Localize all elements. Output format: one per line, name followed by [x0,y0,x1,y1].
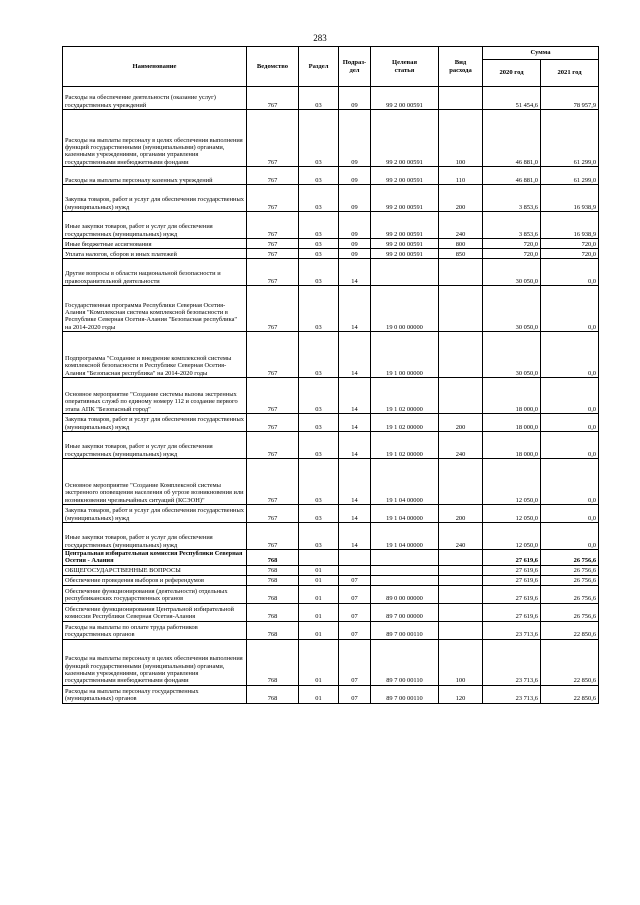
row-expense-type [439,565,483,575]
row-department: 768 [247,685,299,703]
row-department: 767 [247,110,299,167]
table-row [63,621,599,639]
row-expense-type [439,585,483,603]
row-sum-2021: 16 938,9 [541,185,599,212]
row-section: 01 [299,685,339,703]
row-sum-2021: 0,0 [541,414,599,432]
table-row [63,639,599,685]
page-number: 283 [313,33,327,43]
row-sum-2021: 0,0 [541,378,599,414]
row-target: 99 2 00 00591 [371,185,439,212]
row-expense-type: 200 [439,185,483,212]
row-section: 03 [299,432,339,459]
row-sum-2020: 720,0 [483,249,541,259]
row-name: Иные закупки товаров, работ и услуг для обеспечения государственных (муниципальных) нужд [63,432,247,459]
row-subsection: 14 [339,332,371,378]
row-sum-2021: 61 299,0 [541,110,599,167]
row-section: 03 [299,259,339,286]
table-body [63,87,599,704]
row-department: 767 [247,432,299,459]
table-row [63,167,599,185]
table-row [63,505,599,523]
row-name: Другие вопросы в области национальной безопасности и правоохранительной деятельности [63,259,247,286]
row-target: 89 7 00 00000 [371,603,439,621]
row-sum-2020: 18 000,0 [483,378,541,414]
row-section: 03 [299,185,339,212]
row-sum-2021: 26 756,6 [541,550,599,566]
row-sum-2021: 0,0 [541,432,599,459]
row-target: 89 0 00 00000 [371,585,439,603]
row-name: Основное мероприятие "Создание системы вызова экстренных оперативных служб по единому номеру 112 и создание первого этапа АПК "Безопасный город" [63,378,247,414]
row-department: 768 [247,565,299,575]
row-name: Иные закупки товаров, работ и услуг для обеспечения государственных (муниципальных) нужд [63,212,247,239]
row-name: Закупка товаров, работ и услуг для обеспечения государственных (муниципальных) нужд [63,185,247,212]
row-section: 03 [299,523,339,550]
row-section: 03 [299,87,339,110]
row-sum-2021: 26 756,6 [541,575,599,585]
row-subsection: 09 [339,110,371,167]
row-expense-type [439,332,483,378]
row-sum-2020: 12 050,0 [483,459,541,505]
row-department: 767 [247,259,299,286]
row-target: 19 1 00 00000 [371,332,439,378]
row-expense-type: 100 [439,639,483,685]
row-target: 19 1 04 00000 [371,523,439,550]
row-target [371,259,439,286]
row-sum-2020: 51 454,6 [483,87,541,110]
header-target: Целевая статья [371,47,439,87]
row-section: 01 [299,575,339,585]
row-sum-2020: 30 050,0 [483,332,541,378]
row-subsection: 09 [339,249,371,259]
row-subsection: 14 [339,459,371,505]
row-sum-2021: 0,0 [541,286,599,332]
row-section: 01 [299,565,339,575]
row-sum-2020: 12 050,0 [483,523,541,550]
table-row [63,550,599,566]
row-expense-type: 120 [439,685,483,703]
row-name: Расходы на выплаты по оплате труда работников государственных органов [63,621,247,639]
row-target: 19 0 00 00000 [371,286,439,332]
row-name: Закупка товаров, работ и услуг для обеспечения государственных (муниципальных) нужд [63,505,247,523]
header-sum: Сумма [483,47,599,60]
row-target: 99 2 00 00591 [371,167,439,185]
row-subsection: 14 [339,378,371,414]
row-department: 767 [247,414,299,432]
table-row [63,249,599,259]
row-subsection [339,550,371,566]
row-expense-type: 200 [439,414,483,432]
row-expense-type [439,286,483,332]
row-subsection: 07 [339,685,371,703]
row-name: Центральная избирательная комиссия Республики Северная Осетия - Алания [63,550,247,566]
row-subsection: 07 [339,639,371,685]
row-sum-2020: 23 713,6 [483,639,541,685]
row-sum-2020: 18 000,0 [483,414,541,432]
row-subsection: 09 [339,87,371,110]
row-name: Основное мероприятие "Создание Комплексной системы экстренного оповещения населения об угрозе возникновения или возникновении чрезвычайных ситуаций (КСЭОН)" [63,459,247,505]
row-target [371,550,439,566]
table-row [63,239,599,249]
row-name: Расходы на обеспечение деятельности (оказание услуг) государственных учреждений [63,87,247,110]
table-row [63,378,599,414]
row-target [371,575,439,585]
row-sum-2021: 720,0 [541,239,599,249]
table-row [63,585,599,603]
table-row [63,212,599,239]
row-expense-type: 240 [439,432,483,459]
row-department: 767 [247,212,299,239]
row-sum-2021: 720,0 [541,249,599,259]
row-target: 19 1 04 00000 [371,505,439,523]
row-sum-2021: 0,0 [541,332,599,378]
row-expense-type [439,575,483,585]
row-expense-type [439,87,483,110]
row-subsection [339,565,371,575]
row-expense-type: 800 [439,239,483,249]
row-section: 03 [299,505,339,523]
row-expense-type: 240 [439,212,483,239]
row-sum-2020: 30 050,0 [483,286,541,332]
row-department: 768 [247,639,299,685]
row-section: 03 [299,110,339,167]
row-sum-2020: 12 050,0 [483,505,541,523]
table-row [63,185,599,212]
table-row [63,459,599,505]
row-name: Расходы на выплаты персоналу государственных (муниципальных) органов [63,685,247,703]
table-row [63,87,599,110]
row-section: 03 [299,459,339,505]
row-target: 99 2 00 00591 [371,249,439,259]
row-expense-type [439,459,483,505]
row-name: Обеспечение функционирования (деятельности) отдельных республиканских государственных органов [63,585,247,603]
row-name: Подпрограмма "Создание и внедрение комплексной системы комплексной безопасности в Республике Северная Осетия-Алания "Безопасная республика" на 2014-2020 годы [63,332,247,378]
row-department: 768 [247,585,299,603]
row-target: 99 2 00 00591 [371,239,439,249]
header-2020: 2020 год [483,60,541,87]
row-target: 19 1 04 00000 [371,459,439,505]
row-sum-2021: 22 850,6 [541,621,599,639]
row-subsection: 14 [339,259,371,286]
row-subsection: 09 [339,167,371,185]
row-subsection: 09 [339,239,371,249]
row-department: 767 [247,167,299,185]
row-target: 99 2 00 00591 [371,110,439,167]
row-subsection: 14 [339,505,371,523]
row-subsection: 07 [339,575,371,585]
header-expense-type: Вид расхода [439,47,483,87]
row-department: 767 [247,378,299,414]
row-sum-2020: 27 619,6 [483,603,541,621]
row-subsection: 09 [339,212,371,239]
row-section: 03 [299,212,339,239]
row-subsection: 14 [339,414,371,432]
row-target: 19 1 02 00000 [371,378,439,414]
row-subsection: 09 [339,185,371,212]
table-row [63,259,599,286]
row-subsection: 07 [339,621,371,639]
table-row [63,523,599,550]
header-name: Наименование [63,47,247,87]
table-row [63,432,599,459]
row-target: 89 7 00 00110 [371,621,439,639]
row-target: 89 7 00 00110 [371,685,439,703]
row-name: Расходы на выплаты персоналу в целях обеспечения выполнения функций государственными (муниципальными) органами, казенными учреждениями, органами управления государственными внебюджетными фондами [63,110,247,167]
row-department: 767 [247,505,299,523]
row-expense-type [439,603,483,621]
row-sum-2021: 26 756,6 [541,565,599,575]
row-section: 03 [299,378,339,414]
row-name: Закупка товаров, работ и услуг для обеспечения государственных (муниципальных) нужд [63,414,247,432]
row-department: 767 [247,249,299,259]
row-expense-type: 100 [439,110,483,167]
row-sum-2020: 23 713,6 [483,685,541,703]
row-section: 03 [299,332,339,378]
header-subsection: Подраз- дел [339,47,371,87]
budget-table [62,46,599,704]
row-department: 768 [247,575,299,585]
row-sum-2020: 27 619,6 [483,550,541,566]
row-sum-2020: 18 000,0 [483,432,541,459]
row-sum-2021: 26 756,6 [541,585,599,603]
row-target: 19 1 02 00000 [371,432,439,459]
row-sum-2021: 0,0 [541,459,599,505]
row-name: Иные закупки товаров, работ и услуг для обеспечения государственных (муниципальных) нужд [63,523,247,550]
row-target [371,565,439,575]
row-name: ОБЩЕГОСУДАРСТВЕННЫЕ ВОПРОСЫ [63,565,247,575]
row-section: 01 [299,603,339,621]
row-expense-type [439,259,483,286]
row-sum-2021: 22 850,6 [541,685,599,703]
row-section: 03 [299,167,339,185]
row-sum-2021: 22 850,6 [541,639,599,685]
row-sum-2020: 3 853,6 [483,212,541,239]
row-department: 767 [247,523,299,550]
row-section: 01 [299,639,339,685]
row-department: 767 [247,87,299,110]
table-row [63,332,599,378]
row-sum-2020: 720,0 [483,239,541,249]
table-row [63,685,599,703]
row-sum-2020: 27 619,6 [483,565,541,575]
row-sum-2021: 26 756,6 [541,603,599,621]
row-target: 89 7 00 00110 [371,639,439,685]
row-name: Обеспечение проведения выборов и референдумов [63,575,247,585]
row-sum-2020: 46 881,0 [483,110,541,167]
row-subsection: 07 [339,603,371,621]
row-name: Государственная программа Республики Северная Осетия-Алания "Комплексная система комплексной безопасности в Республике Северная Осетия-Алания "Безопасная республика" на 2014-2020 годы [63,286,247,332]
table-row [63,603,599,621]
row-expense-type: 200 [439,505,483,523]
row-sum-2020: 27 619,6 [483,575,541,585]
row-section: 03 [299,414,339,432]
row-expense-type [439,378,483,414]
row-sum-2021: 0,0 [541,523,599,550]
table-row [63,565,599,575]
header-department: Ведомство [247,47,299,87]
row-expense-type: 110 [439,167,483,185]
row-department: 768 [247,550,299,566]
row-department: 767 [247,286,299,332]
header-2021: 2021 год [541,60,599,87]
table-row [63,110,599,167]
header-section: Раздел [299,47,339,87]
row-sum-2020: 3 853,6 [483,185,541,212]
row-section: 01 [299,585,339,603]
row-expense-type: 850 [439,249,483,259]
table-row [63,575,599,585]
row-section: 01 [299,621,339,639]
row-sum-2021: 61 299,0 [541,167,599,185]
row-department: 768 [247,621,299,639]
table-row [63,286,599,332]
row-subsection: 07 [339,585,371,603]
row-section: 03 [299,249,339,259]
row-name: Расходы на выплаты персоналу в целях обеспечения выполнения функций государственными (муниципальными) органами, казенными учреждениями, органами управления государственными внебюджетными фондами [63,639,247,685]
row-name: Уплата налогов, сборов и иных платежей [63,249,247,259]
row-sum-2020: 30 050,0 [483,259,541,286]
row-expense-type: 240 [439,523,483,550]
row-name: Обеспечение функционирования Центральной избирательной комиссии Республики Северная Осетия-Алания [63,603,247,621]
row-expense-type [439,550,483,566]
row-sum-2020: 46 881,0 [483,167,541,185]
row-sum-2020: 23 713,6 [483,621,541,639]
row-expense-type [439,621,483,639]
row-subsection: 14 [339,523,371,550]
row-sum-2021: 78 957,9 [541,87,599,110]
row-target: 19 1 02 00000 [371,414,439,432]
row-department: 768 [247,603,299,621]
row-target: 99 2 00 00591 [371,87,439,110]
row-sum-2020: 27 619,6 [483,585,541,603]
row-target: 99 2 00 00591 [371,212,439,239]
row-department: 767 [247,239,299,249]
table-row [63,414,599,432]
row-department: 767 [247,459,299,505]
row-sum-2021: 0,0 [541,505,599,523]
row-department: 767 [247,332,299,378]
row-section: 03 [299,239,339,249]
row-name: Расходы на выплаты персоналу казенных учреждений [63,167,247,185]
row-subsection: 14 [339,286,371,332]
row-sum-2021: 0,0 [541,259,599,286]
row-section: 03 [299,286,339,332]
row-name: Иные бюджетные ассигнования [63,239,247,249]
row-subsection: 14 [339,432,371,459]
row-sum-2021: 16 938,9 [541,212,599,239]
row-department: 767 [247,185,299,212]
row-section [299,550,339,566]
